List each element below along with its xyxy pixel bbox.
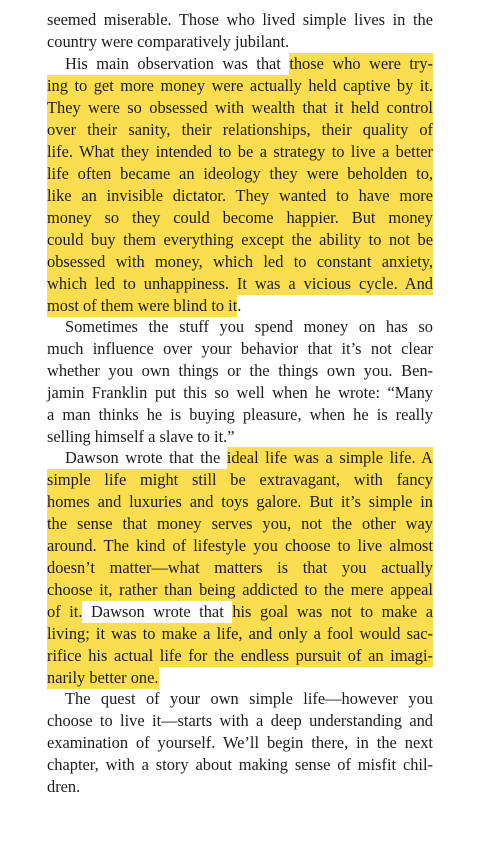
text-line: [47, 119, 433, 140]
highlighted-passage: ing to get more money were actually held captive by it.: [47, 76, 433, 95]
highlighted-passage: life. What they intended to be a strategy to live a better: [47, 142, 433, 161]
text-line: [47, 601, 433, 622]
highlighted-passage: around. The kind of lifestyle you choose to live almost: [47, 536, 433, 555]
text-line: [47, 97, 433, 118]
text-line: [47, 382, 433, 403]
text-line: [47, 426, 433, 447]
text-line: [47, 141, 433, 162]
highlighted-passage: over their sanity, their relationships, their quality of: [47, 120, 433, 139]
text-segment: choose to live it—starts with a deep understanding and: [47, 711, 433, 730]
highlighted-passage: most of them were blind to it: [47, 296, 238, 315]
highlighted-passage: homes and luxuries and toys galore. But it’s simple in: [47, 492, 433, 511]
text-line: [47, 469, 433, 490]
text-segment: examination of yourself. We’ll begin there, in the next: [47, 733, 433, 752]
highlighted-passage: of it.: [47, 602, 83, 621]
text-line: [47, 732, 433, 753]
highlighted-passage: They were so obsessed with wealth that it held control: [47, 98, 433, 117]
highlighted-passage: life often became an ideology they were beholden to,: [47, 164, 433, 183]
text-segment: selling himself a slave to it.”: [47, 427, 235, 446]
text-line: [47, 557, 433, 578]
text-line: [47, 75, 433, 96]
text-segment: whether you own things or the things own you. Ben-: [47, 361, 433, 380]
text-line: [47, 579, 433, 600]
highlighted-passage: doesn’t matter—what matters is that you actually: [47, 558, 433, 577]
text-line: [47, 623, 433, 644]
text-line: [65, 688, 433, 709]
text-line: [47, 207, 433, 228]
text-line: [47, 163, 433, 184]
highlighted-passage: rifice his actual life for the endless pursuit of an imagi-: [47, 646, 433, 665]
text-line: [47, 404, 433, 425]
text-line: [65, 447, 433, 468]
text-line: [47, 229, 433, 250]
highlighted-passage: the sense that money serves you, not the other way: [47, 514, 433, 533]
highlighted-passage: narily better one.: [47, 668, 159, 687]
text-line: [47, 31, 433, 52]
text-segment: .: [237, 296, 242, 315]
highlighted-passage: his goal was not to make a: [232, 602, 433, 621]
text-segment: chapter, with a story about making sense of misfit chil-: [47, 755, 433, 774]
highlighted-passage: like an invisible dictator. They wanted to have more: [47, 186, 433, 205]
text-segment: jamin Franklin put this so well when he wrote: “Many: [47, 383, 433, 402]
text-line: [47, 513, 433, 534]
highlighted-passage: which led to unhappiness. It was a vicious cycle. And: [47, 274, 433, 293]
text-line: [65, 316, 433, 337]
text-segment: Sometimes the stuff you spend money on has so: [65, 317, 433, 336]
text-segment: much influence over your behavior that it’s not clear: [47, 339, 433, 358]
highlighted-passage: obsessed with money, which led to constant anxiety,: [47, 252, 433, 271]
highlighted-passage: simple life might still be extravagant, with fancy: [47, 470, 433, 489]
text-line: [47, 360, 433, 381]
highlighted-passage: choose it, rather than being addicted to the mere appeal: [47, 580, 433, 599]
highlighted-passage: ideal life was a simple life. A: [226, 448, 434, 467]
highlighted-passage: money so they could become happier. But money: [47, 208, 433, 227]
text-segment: a man thinks he is buying pleasure, when he is really: [47, 405, 433, 424]
text-segment: dren.: [47, 777, 81, 796]
text-line: [47, 9, 433, 30]
text-line: [65, 53, 433, 74]
text-segment: seemed miserable. Those who lived simple lives in the: [47, 10, 433, 29]
text-segment: Dawson wrote that the: [65, 448, 227, 467]
text-line: [47, 273, 433, 294]
text-segment: The quest of your own simple life—however you: [65, 689, 433, 708]
text-segment: country were comparatively jubilant.: [47, 32, 290, 51]
text-segment: Dawson wrote that: [82, 602, 233, 621]
text-line: [47, 491, 433, 512]
text-line: [47, 295, 433, 316]
highlighted-passage: living; it was to make a life, and only a fool would sac-: [47, 624, 433, 643]
text-segment: His main observation was that: [65, 54, 290, 73]
text-line: [47, 251, 433, 272]
text-line: [47, 535, 433, 556]
highlighted-passage: those who were try-: [289, 54, 433, 73]
text-line: [47, 667, 433, 688]
text-line: [47, 338, 433, 359]
highlighted-passage: could buy them everything except the ability to not be: [47, 230, 433, 249]
text-line: [47, 776, 433, 797]
text-line: [47, 645, 433, 666]
text-line: [47, 185, 433, 206]
text-line: [47, 754, 433, 775]
text-line: [47, 710, 433, 731]
